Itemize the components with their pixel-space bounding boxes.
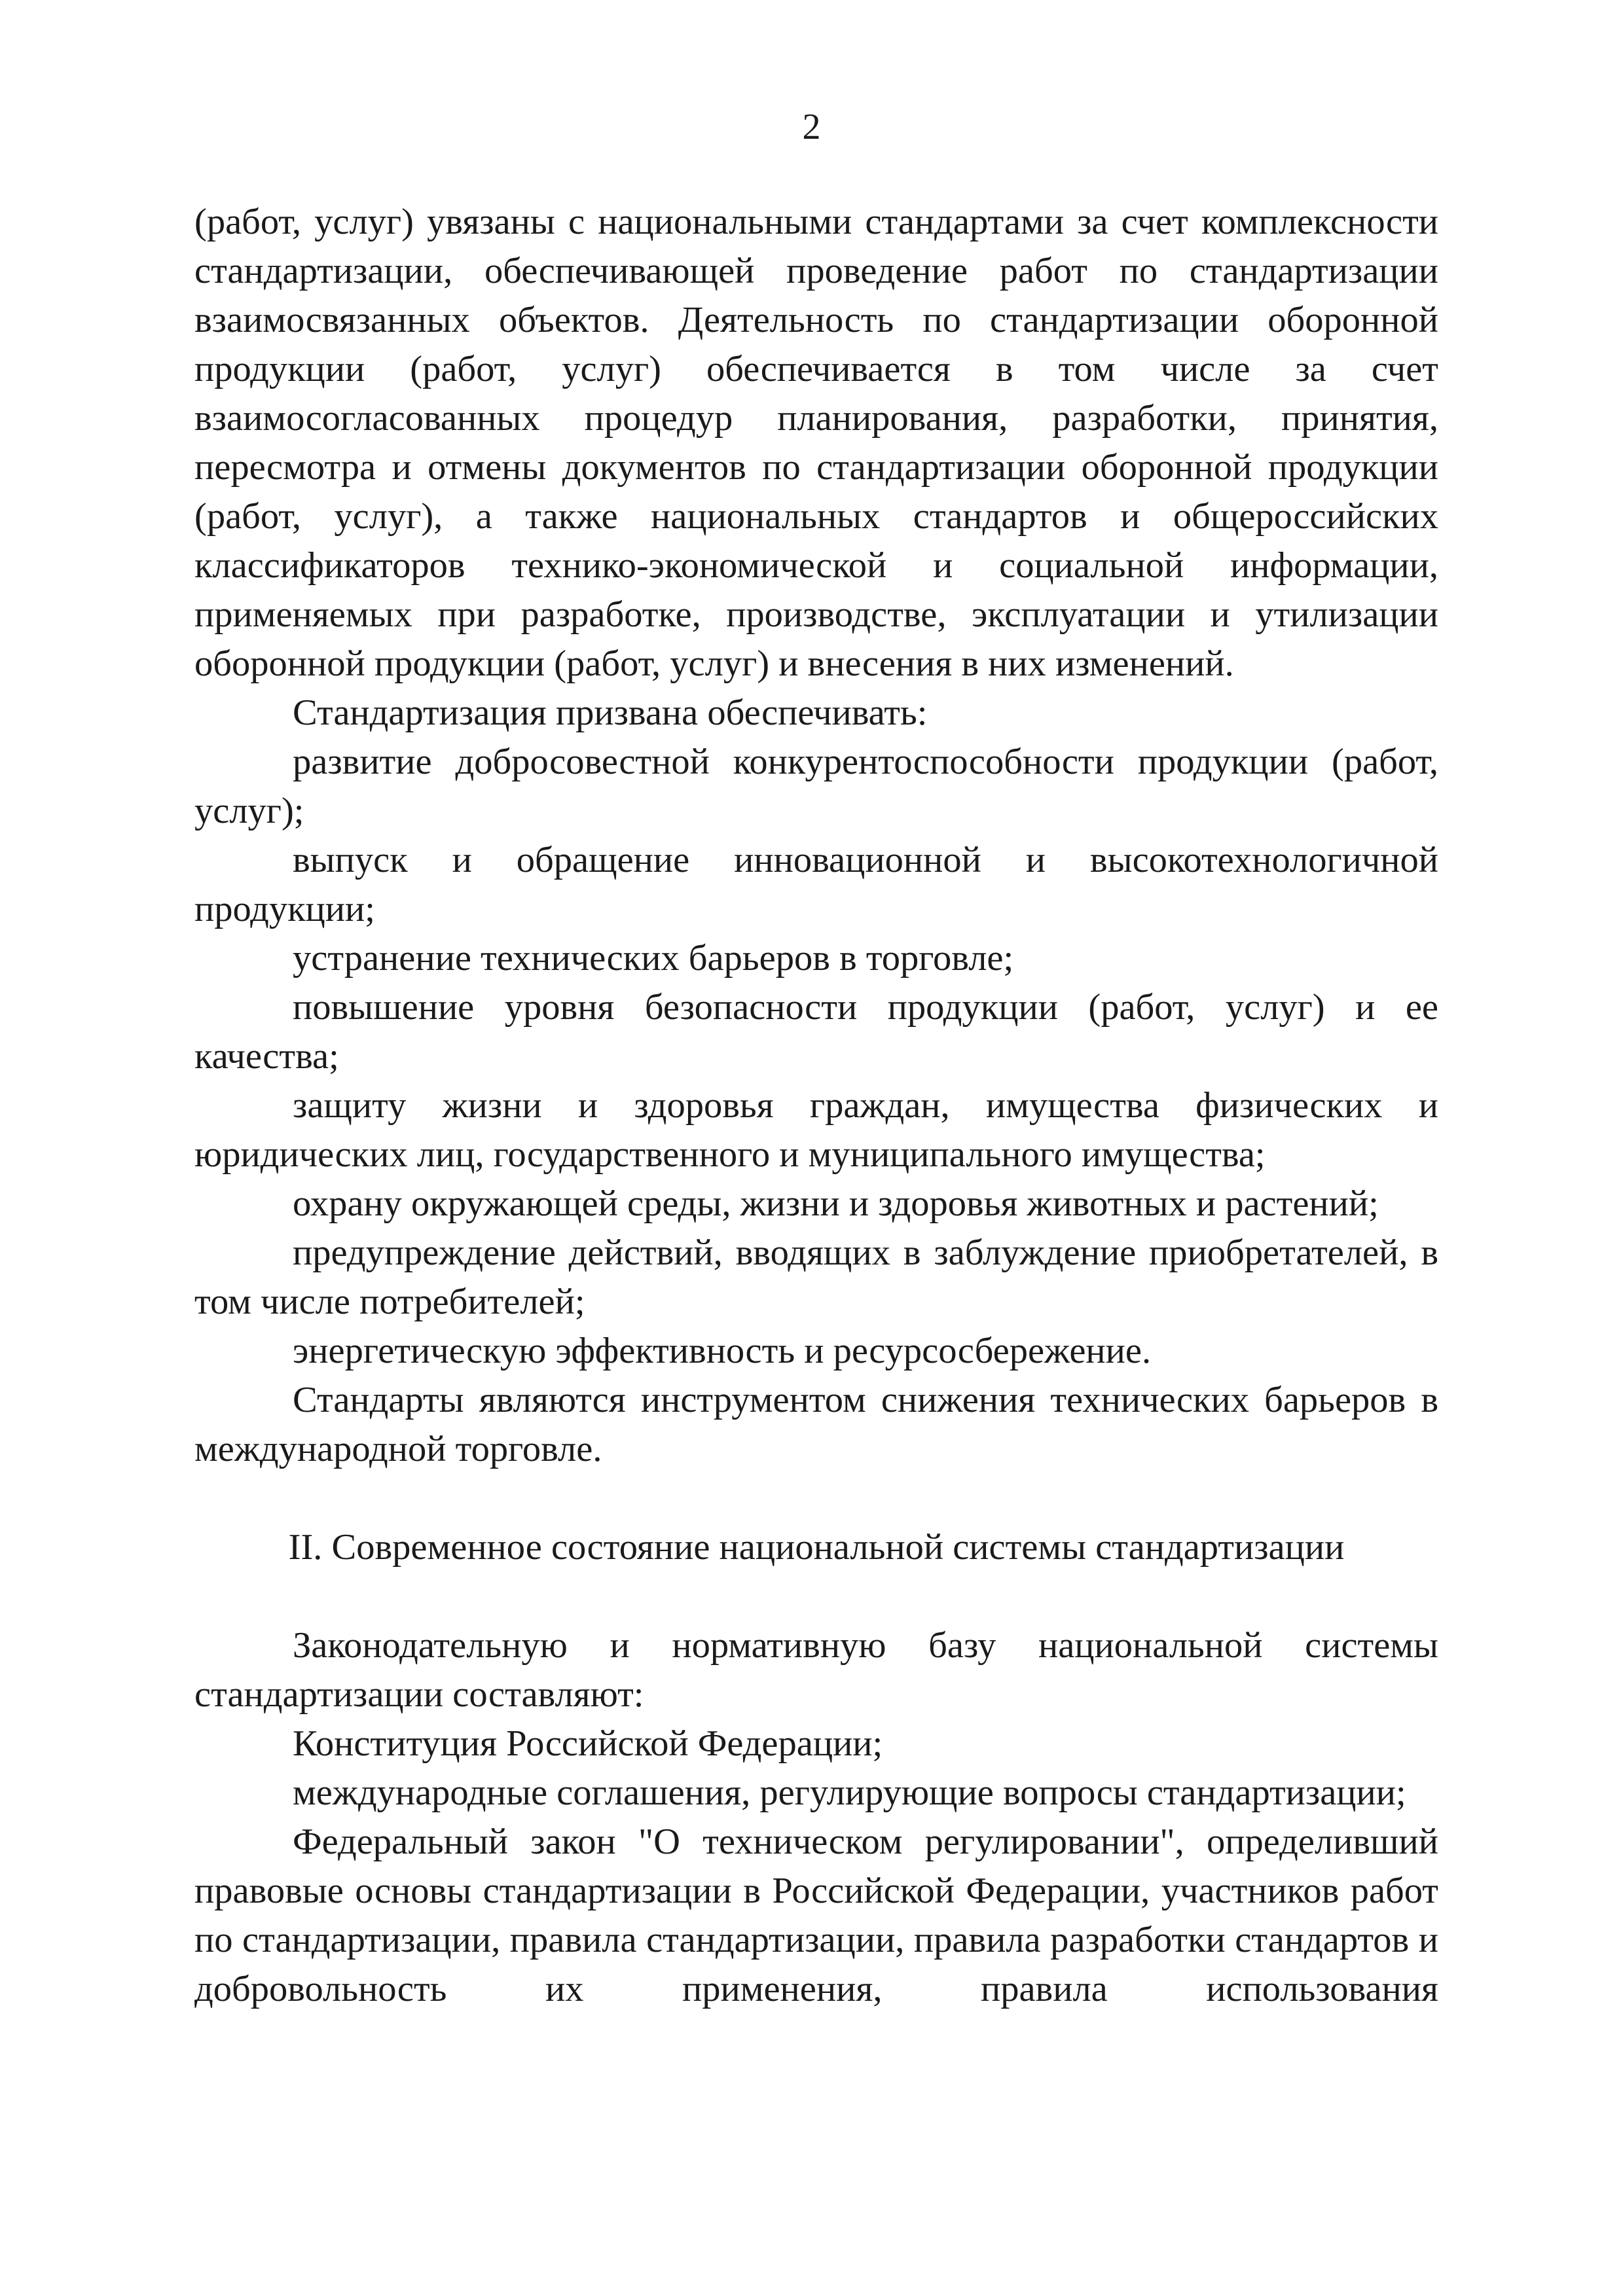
paragraph-legal-base-intro: Законодательную и нормативную базу национальной системы стандартизации составляют: bbox=[194, 1625, 1438, 1715]
paragraph-federal-law: Федеральный закон "О техническом регулировании", определивший правовые основы стандартизации в Российской Федерации, участников работ по стандартизации, правила стандартизации, правила разработки стандартов и добровольность их применения, правила использования bbox=[194, 1821, 1438, 2009]
document-body bbox=[194, 198, 1438, 2014]
page-number: 2 bbox=[802, 107, 821, 147]
legal-base-item: Конституция Российской Федерации; bbox=[293, 1723, 883, 1764]
spacer bbox=[194, 1474, 1438, 1523]
legal-base-item: международные соглашения, регулирующие вопросы стандартизации; bbox=[293, 1772, 1406, 1813]
paragraph-closing: Стандарты являются инструментом снижения технических барьеров в международной торговле. bbox=[194, 1380, 1438, 1469]
goal-item: устранение технических барьеров в торговле; bbox=[293, 938, 1014, 978]
goal-item: развитие добросовестной конкурентоспособности продукции (работ, услуг); bbox=[194, 742, 1438, 831]
section-heading: II. Современное состояние национальной системы стандартизации bbox=[288, 1527, 1345, 1568]
goal-item: выпуск и обращение инновационной и высокотехнологичной продукции; bbox=[194, 840, 1438, 929]
goal-item: предупреждение действий, вводящих в заблуждение приобретателей, в том числе потребителей; bbox=[194, 1232, 1438, 1322]
goal-item: охрану окружающей среды, жизни и здоровья животных и растений; bbox=[293, 1183, 1379, 1224]
goal-item: повышение уровня безопасности продукции (работ, услуг) и ее качества; bbox=[194, 987, 1438, 1077]
goal-item: энергетическую эффективность и ресурсосбережение. bbox=[293, 1331, 1152, 1371]
paragraph-continuation: (работ, услуг) увязаны с национальными стандартами за счет комплексности стандартизации, обеспечивающей проведение работ по стандартизации взаимосвязанных объектов. Деятельность по стандартизации оборонной продукции (работ, услуг) обеспечивается в том числе за счет взаимосогласованных процедур планирования, разработки, принятия, пересмотра и отмены документов по стандартизации оборонной продукции (работ, услуг), а также национальных стандартов и общероссийских классификаторов технико-экономической и социальной информации, применяемых при разработке, производстве, эксплуатации и утилизации оборонной продукции (работ, услуг) и внесения в них изменений. bbox=[194, 202, 1438, 684]
goal-item: защиту жизни и здоровья граждан, имущества физических и юридических лиц, государственного и муниципального имущества; bbox=[194, 1085, 1438, 1175]
spacer bbox=[194, 1572, 1438, 1621]
paragraph-goals-intro: Стандартизация призвана обеспечивать: bbox=[293, 692, 928, 733]
